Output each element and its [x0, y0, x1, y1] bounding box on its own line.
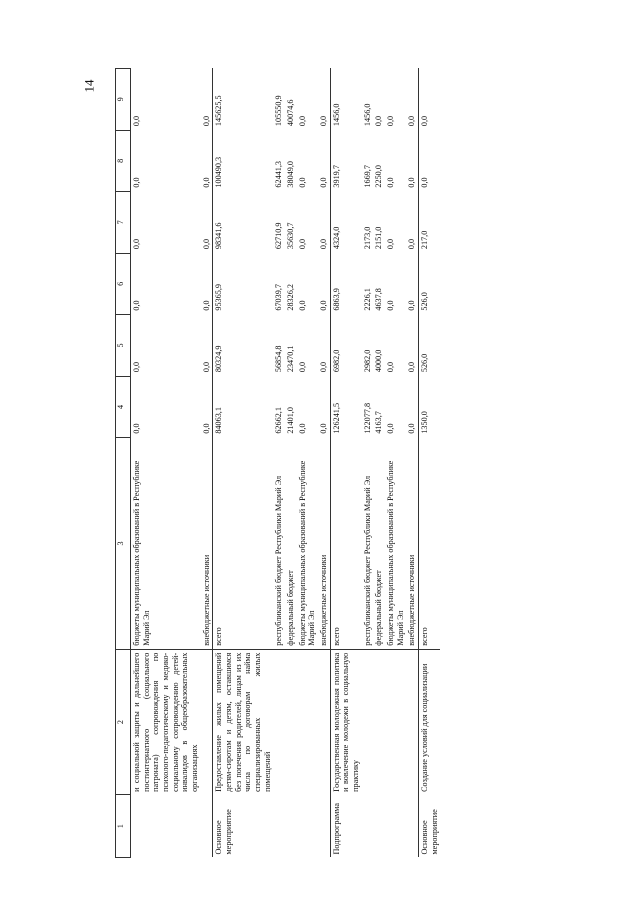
- cell-value: 0,0: [201, 423, 211, 434]
- cell-name: [385, 649, 406, 795]
- cell-name: Предоставление жилых помещений детям-сиротам и детям, оставшимся без попечения родителей, лицам из их числа по договорам найма специализированных жилых помещений: [213, 649, 274, 795]
- cell-value: 0,0: [407, 300, 417, 311]
- cell-value: 4163,7: [374, 411, 384, 434]
- cell-value: 0,0: [407, 238, 417, 250]
- col-header: 5: [116, 315, 131, 377]
- cell-source: федеральный бюджет: [373, 438, 385, 650]
- cell-value: 80324,9: [213, 315, 274, 377]
- cell-value: 21401,0: [286, 407, 296, 434]
- cell-value: 0,0: [386, 361, 396, 373]
- cell-value: 0,0: [297, 300, 307, 311]
- cell-type: Подпрограмма: [330, 795, 362, 858]
- cell-name: [297, 649, 318, 795]
- table-row: [373, 69, 385, 858]
- cell-value: 1456,0: [330, 69, 362, 131]
- cell-value: 0,0: [407, 361, 417, 373]
- cell-value: 1456,0: [362, 103, 372, 127]
- cell-value: 2250,0: [374, 165, 384, 188]
- cell-name: [285, 649, 297, 795]
- cell-value: 0,0: [419, 69, 441, 131]
- page-number: 14: [81, 79, 97, 93]
- col-header: 3: [116, 438, 131, 650]
- cell-source: федеральный бюджет: [285, 438, 297, 650]
- cell-type: [297, 795, 318, 858]
- col-header: 2: [116, 649, 131, 795]
- cell-value: 0,0: [386, 115, 396, 127]
- cell-value: 6863,9: [330, 253, 362, 315]
- cell-value: 0,0: [132, 238, 141, 250]
- cell-type: Основное мероприятие: [419, 795, 441, 858]
- cell-type: [385, 795, 406, 858]
- cell-value: 40074,6: [286, 99, 296, 127]
- cell-value: 0,0: [201, 300, 211, 311]
- cell-name: [201, 649, 213, 795]
- cell-value: 0,0: [386, 238, 396, 250]
- cell-value: 0,0: [132, 115, 141, 127]
- cell-value: 105550,9: [274, 95, 284, 127]
- cell-value: 4324,0: [330, 192, 362, 254]
- col-header: 1: [116, 795, 131, 858]
- cell-value: 2173,0: [362, 226, 372, 250]
- cell-value: 23470,1: [286, 345, 296, 373]
- cell-value: 62662,1: [274, 407, 284, 434]
- cell-type: [318, 795, 330, 858]
- table-body: [131, 69, 441, 858]
- cell-value: 0,0: [319, 423, 329, 434]
- table-row: [201, 69, 213, 858]
- cell-value: 38049,0: [286, 160, 296, 188]
- table-row: [213, 69, 274, 858]
- cell-value: 3919,7: [330, 130, 362, 192]
- cell-value: 4000,0: [374, 349, 384, 373]
- cell-source: внебюджетные источники: [318, 438, 330, 650]
- cell-value: 0,0: [201, 361, 211, 373]
- cell-value: 4637,8: [374, 288, 384, 311]
- cell-value: 0,0: [201, 177, 211, 188]
- cell-name: Создание условий для социализации: [419, 649, 441, 795]
- cell-value: 0,0: [319, 115, 329, 127]
- cell-value: 2226,1: [362, 288, 372, 311]
- cell-value: 0,0: [407, 423, 417, 434]
- header-row: [116, 69, 131, 858]
- cell-value: 62441,3: [274, 160, 284, 188]
- cell-value: 0,0: [319, 238, 329, 250]
- cell-value: 67039,7: [274, 284, 284, 311]
- cell-value: 526,0: [419, 315, 441, 377]
- cell-type: [285, 795, 297, 858]
- cell-value: 95365,9: [213, 253, 274, 315]
- cell-source: всего: [330, 438, 362, 650]
- cell-value: 0,0: [374, 115, 384, 127]
- table-row: [406, 69, 418, 858]
- cell-value: 100490,3: [213, 130, 274, 192]
- cell-value: 126241,5: [330, 376, 362, 438]
- cell-value: 0,0: [419, 130, 441, 192]
- cell-name: [362, 649, 374, 795]
- cell-value: 0,0: [132, 423, 141, 434]
- cell-type: [201, 795, 213, 858]
- cell-name: [406, 649, 418, 795]
- cell-value: 2982,0: [362, 349, 372, 373]
- cell-value: 0,0: [386, 177, 396, 188]
- cell-value: 0,0: [407, 177, 417, 188]
- cell-value: 35630,7: [286, 222, 296, 250]
- cell-value: 2151,0: [374, 226, 384, 250]
- table-row: [318, 69, 330, 858]
- cell-value: 0,0: [201, 115, 211, 127]
- cell-value: 84063,1: [213, 376, 274, 438]
- cell-source: бюджеты муниципальных образований в Республике Марий Эл: [385, 438, 406, 650]
- cell-type: [131, 795, 201, 858]
- cell-value: 56854,8: [274, 345, 284, 373]
- cell-value: 0,0: [201, 238, 211, 250]
- cell-value: 0,0: [297, 115, 307, 127]
- cell-source: республиканский бюджет Республики Марий Эл: [362, 438, 374, 650]
- cell-name: Государственная молодежная политика и вовлечение молодежи в социальную практику: [330, 649, 362, 795]
- cell-value: 0,0: [132, 361, 141, 373]
- cell-type: Основное мероприятие: [213, 795, 274, 858]
- cell-source: бюджеты муниципальных образований в Республике Марий Эл: [297, 438, 318, 650]
- cell-name: и социальной защиты и дальнейшего постинтернатного (социального патроната) сопровождения по психолого-педагогическому и медико-социальному сопровождению детей-инвалидов в общеобразовательных организациях: [132, 652, 200, 792]
- cell-value: 0,0: [319, 300, 329, 311]
- col-header: 7: [116, 192, 131, 254]
- cell-type: [273, 795, 285, 858]
- table-row: [273, 69, 285, 858]
- col-header: 8: [116, 130, 131, 192]
- table-row: [385, 69, 406, 858]
- cell-value: 62710,9: [274, 222, 284, 250]
- cell-value: 0,0: [132, 300, 141, 311]
- cell-value: 6982,0: [330, 315, 362, 377]
- cell-value: 0,0: [319, 361, 329, 373]
- table-row: [419, 69, 441, 858]
- cell-source: республиканский бюджет Республики Марий Эл: [273, 438, 285, 650]
- cell-value: 0,0: [386, 423, 396, 434]
- cell-value: 0,0: [386, 300, 396, 311]
- col-header: 9: [116, 69, 131, 131]
- table-row: [131, 69, 201, 858]
- cell-value: 98341,6: [213, 192, 274, 254]
- cell-name: [373, 649, 385, 795]
- cell-source: всего: [419, 438, 441, 650]
- col-header: 6: [116, 253, 131, 315]
- cell-value: 28326,2: [286, 284, 296, 311]
- cell-value: 0,0: [297, 177, 307, 188]
- cell-value: 0,0: [132, 177, 141, 188]
- cell-value: 0,0: [297, 238, 307, 250]
- cell-value: 1350,0: [419, 376, 441, 438]
- cell-type: [373, 795, 385, 858]
- cell-value: 145625,5: [213, 69, 274, 131]
- cell-source: бюджеты муниципальных образований в Республике Марий Эл: [131, 438, 201, 650]
- table-row: [362, 69, 374, 858]
- cell-value: 526,0: [419, 253, 441, 315]
- budget-table: [115, 68, 440, 858]
- cell-value: 0,0: [319, 177, 329, 188]
- cell-value: 0,0: [407, 115, 417, 127]
- table-row: [285, 69, 297, 858]
- rotated-table-block: [115, 68, 573, 858]
- cell-value: 0,0: [297, 423, 307, 434]
- cell-type: [362, 795, 374, 858]
- col-header: 4: [116, 376, 131, 438]
- cell-value: 0,0: [297, 361, 307, 373]
- cell-value: 217,0: [419, 192, 441, 254]
- cell-value: 122077,8: [362, 402, 372, 434]
- cell-value: 1669,7: [362, 165, 372, 188]
- cell-type: [406, 795, 418, 858]
- table-row: [330, 69, 362, 858]
- cell-name: [273, 649, 285, 795]
- table-row: [297, 69, 318, 858]
- cell-source: внебюджетные источники: [406, 438, 418, 650]
- cell-name: [318, 649, 330, 795]
- cell-source: всего: [213, 438, 274, 650]
- cell-source: внебюджетные источники: [201, 438, 213, 650]
